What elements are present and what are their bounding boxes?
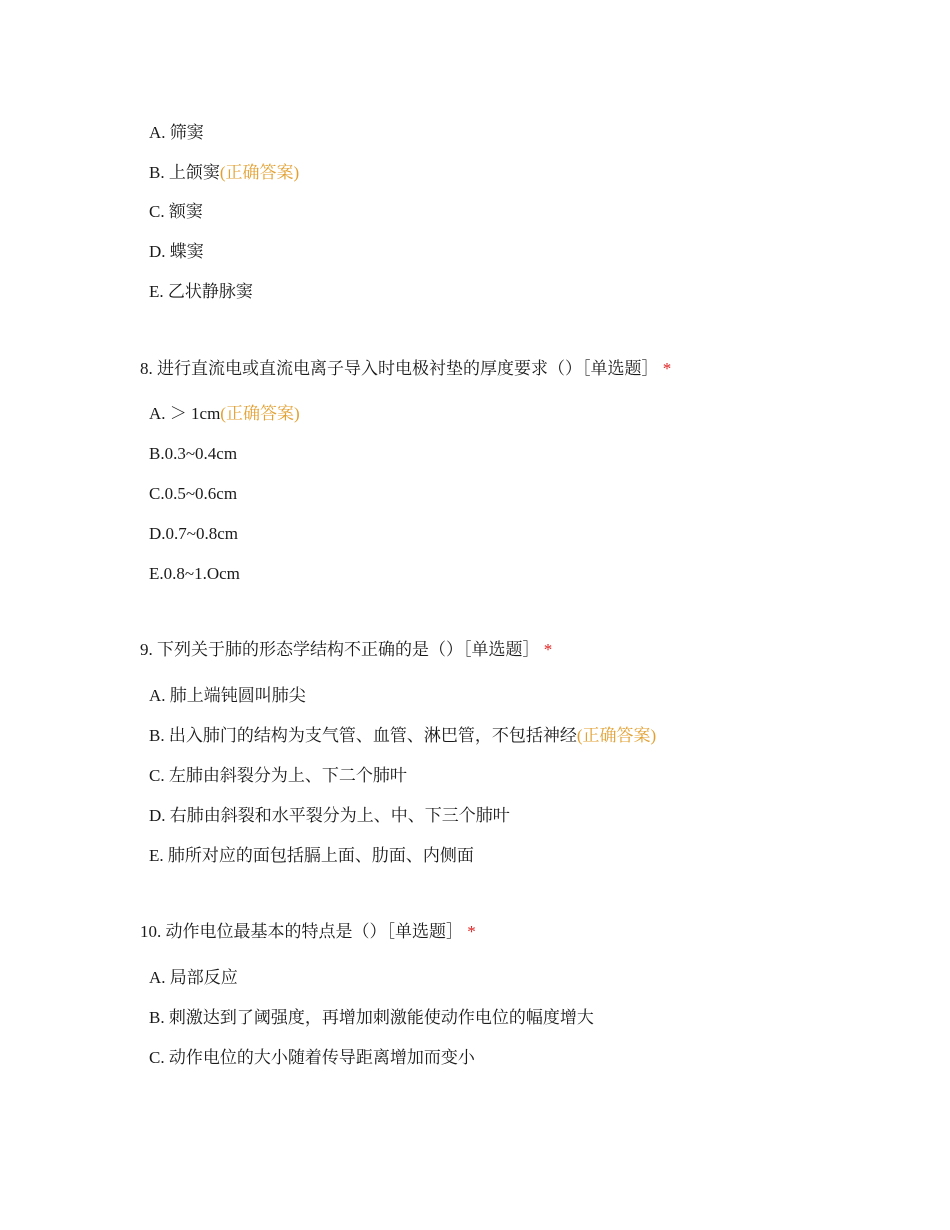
required-mark: * xyxy=(662,359,672,378)
q7-option-e: E. 乙状静脉窦 xyxy=(149,282,253,301)
required-mark: * xyxy=(467,922,476,941)
q8-option-a: A. ＞ 1cm(正确答案) xyxy=(149,404,300,423)
q9-title: 9. 下列关于肺的形态学结构不正确的是（）［单选题］ * xyxy=(140,640,553,659)
q8-title: 8. 进行直流电或直流电离子导入时电极衬垫的厚度要求（）［单选题］ * xyxy=(140,359,672,378)
q8-option-b: B.0.3~0.4cm xyxy=(149,444,238,463)
q8-option-c: C.0.5~0.6cm xyxy=(149,484,238,503)
q7-option-b: B. 上颌窦(正确答案) xyxy=(149,163,300,182)
q10-option-a: A. 局部反应 xyxy=(149,968,238,987)
q9-option-d: D. 右肺由斜裂和水平裂分为上、中、下三个肺叶 xyxy=(149,806,510,825)
correct-answer-label: (正确答案) xyxy=(220,404,300,423)
q7-option-c: C. 额窦 xyxy=(149,202,203,221)
q8-option-e: E.0.8~1.Ocm xyxy=(149,564,240,583)
q10-title: 10. 动作电位最基本的特点是（）［单选题］ * xyxy=(140,922,476,941)
q7-option-a: A. 筛窦 xyxy=(149,123,204,142)
q9-option-b: B. 出入肺门的结构为支气管、血管、淋巴管，不包括神经(正确答案) xyxy=(149,726,657,745)
required-mark: * xyxy=(543,640,553,659)
q9-option-c: C. 左肺由斜裂分为上、下二个肺叶 xyxy=(149,766,407,785)
q8-option-d: D.0.7~0.8cm xyxy=(149,524,238,543)
correct-answer-label: (正确答案) xyxy=(576,726,657,745)
q9-option-a: A. 肺上端钝圆叫肺尖 xyxy=(149,686,306,705)
q9-option-e: E. 肺所对应的面包括膈上面、肋面、内侧面 xyxy=(149,846,474,865)
q7-option-d: D. 蝶窦 xyxy=(149,242,204,261)
q10-option-c: C. 动作电位的大小随着传导距离增加而变小 xyxy=(149,1048,475,1067)
correct-answer-label: (正确答案) xyxy=(219,163,300,182)
q10-option-b: B. 刺激达到了阈强度，再增加刺激能使动作电位的幅度增大 xyxy=(149,1008,594,1027)
